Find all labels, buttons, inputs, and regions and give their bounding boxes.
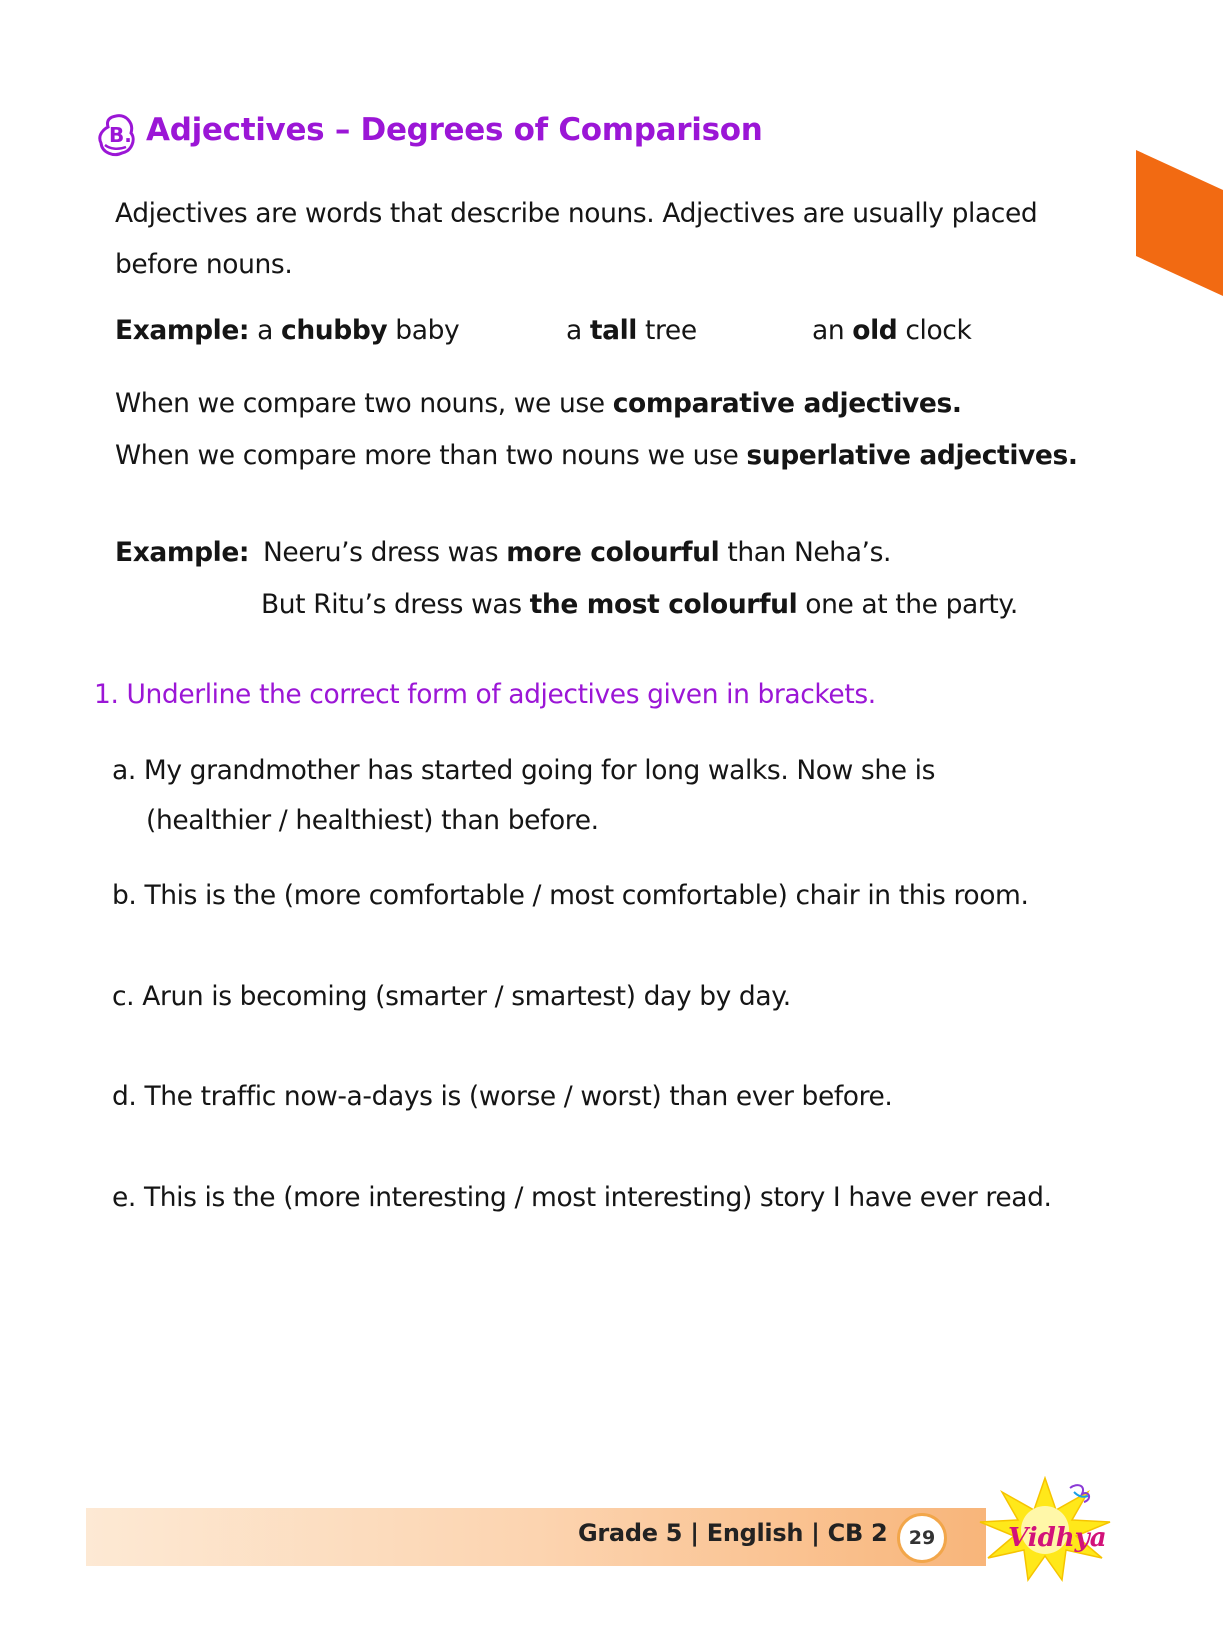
rule-term: comparative adjectives.	[612, 388, 962, 419]
question-b: b. This is the (more comfortable / most comfortable) chair in this room.	[112, 880, 1029, 911]
example2-term: more colourful	[506, 537, 720, 568]
section-b-badge-icon	[96, 113, 138, 157]
example-post: tree	[637, 315, 697, 346]
rule-text: When we compare two nouns, we use	[115, 388, 613, 419]
example-adjective: chubby	[281, 315, 388, 346]
question-d: d. The traffic now-a-days is (worse / worst) than ever before.	[112, 1081, 893, 1112]
example-adjective: tall	[589, 315, 637, 346]
exercise-instruction: 1. Underline the correct form of adjectives given in brackets.	[94, 679, 876, 710]
vidhya-star-logo	[960, 1476, 1130, 1584]
example-item-2	[566, 315, 697, 346]
question-e: e. This is the (more interesting / most interesting) story I have ever read.	[112, 1182, 1052, 1213]
example2-text: one at the party.	[797, 589, 1018, 620]
example-row-1	[115, 315, 459, 346]
example2-text: than Neha’s.	[719, 537, 891, 568]
example-label: Example:	[115, 315, 250, 346]
example2-term: the most colourful	[529, 589, 798, 620]
rule-term: superlative adjectives.	[746, 440, 1078, 471]
example2-label: Example:	[115, 537, 250, 568]
section-title: Adjectives – Degrees of Comparison	[146, 112, 763, 148]
question-c: c. Arun is becoming (smarter / smartest) day by day.	[112, 981, 791, 1012]
example2-line-2	[261, 589, 1018, 620]
page-number: 29	[897, 1513, 947, 1563]
example-pre: a	[566, 315, 590, 346]
example-pre: a	[249, 315, 282, 346]
section-letter: B.	[109, 123, 132, 147]
rule-comparative	[115, 388, 962, 419]
orange-page-tab	[1136, 150, 1223, 296]
example2-text: But Ritu’s dress was	[261, 589, 530, 620]
rule-text: When we compare more than two nouns we use	[115, 440, 747, 471]
example2-text: Neeru’s dress was	[263, 537, 507, 568]
example-adjective: old	[852, 315, 898, 346]
example2-line-1	[263, 537, 891, 568]
question-a-line-2: (healthier / healthiest) than before.	[146, 805, 599, 836]
example-post: clock	[897, 315, 972, 346]
intro-line-2: before nouns.	[115, 249, 293, 280]
rule-superlative	[115, 440, 1078, 471]
example-pre: an	[812, 315, 853, 346]
example-post: baby	[387, 315, 460, 346]
logo-text: Vidhya	[1008, 1523, 1107, 1553]
example2-label-wrap	[115, 537, 249, 568]
intro-line-1: Adjectives are words that describe nouns. Adjectives are usually placed	[115, 198, 1038, 229]
footer-book-info: Grade 5 | English | CB 2	[578, 1519, 888, 1547]
question-a-line-1: a. My grandmother has started going for long walks. Now she is	[112, 755, 936, 786]
example-item-3	[812, 315, 971, 346]
